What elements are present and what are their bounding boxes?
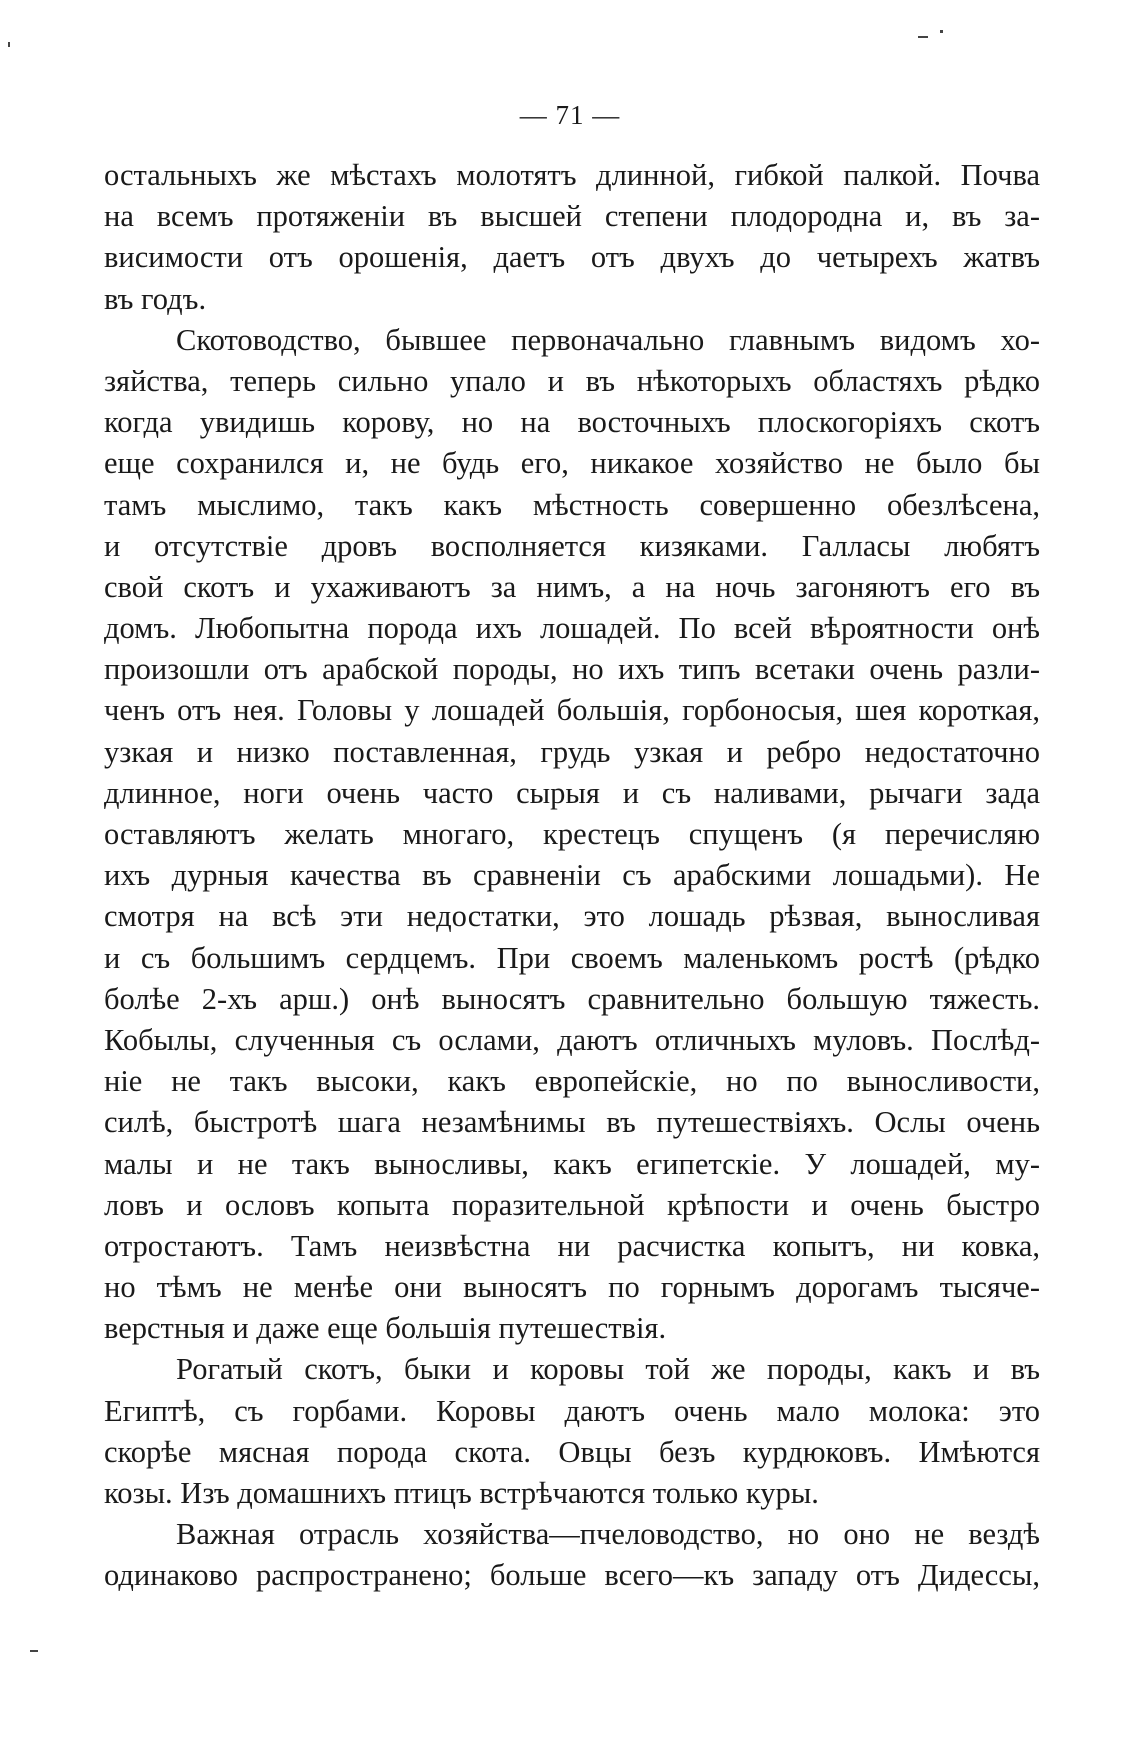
text-line: Египтѣ, съ горбами. Коровы даютъ очень мало молока: это: [104, 1393, 1040, 1428]
text-line: Кобылы, слученныя съ ослами, даютъ отличныхъ муловъ. Послѣд-: [104, 1022, 1040, 1057]
text-line: ченъ отъ нея. Головы у лошадей большія, горбоносыя, шея короткая,: [104, 693, 1040, 728]
text-line: произошли отъ арабской породы, но ихъ типъ всетаки очень разли-: [104, 652, 1040, 687]
text-line: ихъ дурныя качества въ сравненіи съ арабскими лошадьми). Не: [104, 858, 1040, 893]
page-number: — 71 —: [519, 100, 621, 130]
text-line: болѣе 2-хъ арш.) онѣ выносятъ сравнительно большую тяжесть.: [104, 981, 1040, 1016]
text-line: верстныя и даже еще большія путешествія.: [104, 1311, 667, 1346]
text-line: и съ большимъ сердцемъ. При своемъ маленькомъ ростѣ (рѣдко: [104, 940, 1040, 975]
text-line: зяйства, теперь сильно упало и въ нѣкоторыхъ областяхъ рѣдко: [104, 363, 1040, 398]
text-line: и отсутствіе дровъ восполняется кизяками. Галласы любятъ: [104, 528, 1040, 563]
text-line: свой скотъ и ухаживаютъ за нимъ, а на ночь загоняютъ его въ: [104, 569, 1040, 604]
text-line: скорѣе мясная порода скота. Овцы безъ курдюковъ. Имѣются: [104, 1434, 1040, 1469]
text-line: узкая и низко поставленная, грудь узкая и ребро недостаточно: [104, 734, 1040, 769]
text-line: остальныхъ же мѣстахъ молотятъ длинной, гибкой палкой. Почва: [104, 158, 1040, 192]
text-line: висимости отъ орошенія, даетъ отъ двухъ до четырехъ жатвъ: [104, 240, 1040, 275]
text-line: когда увидишь корову, но на восточныхъ плоскогоріяхъ скотъ: [104, 405, 1040, 440]
text-line: Скотоводство, бывшее первоначально главнымъ видомъ хо-: [176, 322, 1040, 357]
text-line: домъ. Любопытна порода ихъ лошадей. По всей вѣроятности онѣ: [104, 611, 1040, 646]
text-line: отростаютъ. Тамъ неизвѣстна ни расчистка копытъ, ни ковка,: [104, 1228, 1040, 1263]
text-line: одинаково распространено; больше всего—къ западу отъ Дидессы,: [104, 1558, 1040, 1593]
scan-speck: [8, 42, 10, 47]
text-line: смотря на всѣ эти недостатки, это лошадь рѣзвая, выносливая: [104, 899, 1040, 934]
scan-speck: [940, 30, 943, 33]
text-line: тамъ мыслимо, такъ какъ мѣстность совершенно обезлѣсена,: [104, 487, 1040, 522]
scan-speck: [30, 1650, 38, 1652]
text-line: силѣ, быстротѣ шага незамѣнимы въ путешествіяхъ. Ослы очень: [104, 1105, 1040, 1140]
text-line: еще сохранился и, не будь его, никакое хозяйство не было бы: [104, 446, 1040, 481]
text-line: Важная отрасль хозяйства—пчеловодство, но оно не вездѣ: [176, 1517, 1040, 1552]
text-line: ловъ и ословъ копыта поразительной крѣпости и очень быстро: [104, 1187, 1040, 1222]
text-line: оставляютъ желать многаго, крестецъ спущенъ (я перечисляю: [104, 817, 1040, 851]
text-line: на всемъ протяженіи въ высшей степени плодородна и, въ за-: [104, 199, 1040, 234]
text-line: но тѣмъ не менѣе они выносятъ по горнымъ дорогамъ тысяче-: [104, 1270, 1040, 1305]
body-text: [104, 155, 1040, 1597]
text-line: въ годъ.: [104, 281, 207, 316]
text-line: длинное, ноги очень часто сырыя и съ наливами, рычаги зада: [104, 775, 1040, 810]
text-line: козы. Изъ домашнихъ птицъ встрѣчаются только куры.: [104, 1476, 819, 1510]
text-line: Рогатый скотъ, быки и коровы той же породы, какъ и въ: [176, 1352, 1040, 1387]
text-line: малы и не такъ выносливы, какъ египетскіе. У лошадей, му-: [104, 1146, 1040, 1181]
text-line: ніе не такъ высоки, какъ европейскіе, но по выносливости,: [104, 1064, 1040, 1099]
scan-speck: [918, 36, 928, 38]
